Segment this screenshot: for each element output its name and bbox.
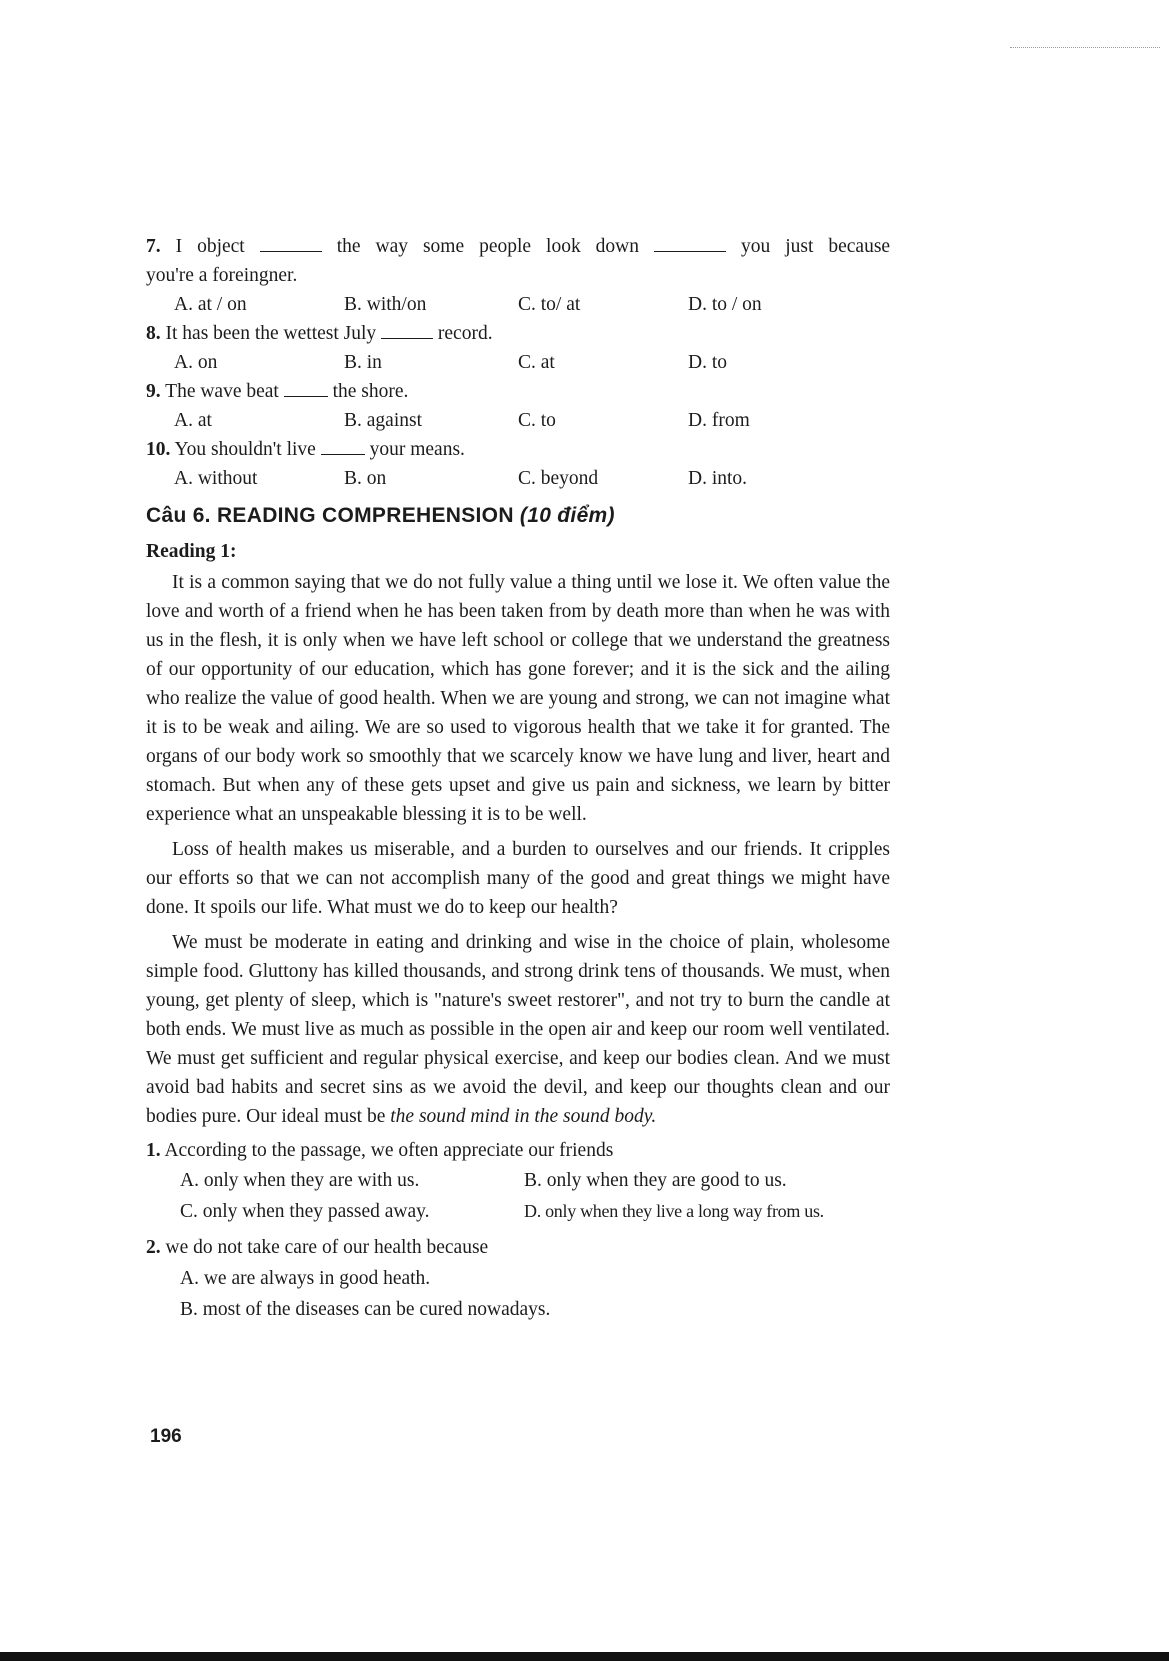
page-number: 196 — [150, 1426, 182, 1447]
question-8 — [146, 319, 890, 348]
option-c: C. beyond — [518, 468, 599, 489]
question-number: 10. — [146, 439, 171, 460]
answer-blank — [284, 382, 328, 397]
option-d: D. to — [688, 352, 727, 373]
options-row — [146, 290, 890, 319]
option-b: B. only when they are good to us. — [524, 1170, 787, 1191]
option-a: A. at — [174, 410, 212, 431]
option-b: B. against — [344, 410, 422, 431]
question-text: your means. — [369, 439, 465, 460]
bottom-edge-bar — [0, 1652, 1169, 1661]
question-text: the shore. — [332, 381, 409, 402]
comprehension-question-1 — [146, 1135, 890, 1166]
option-c: C. at — [518, 352, 555, 373]
answer-blank — [381, 324, 433, 339]
option-b: B. most of the diseases can be cured nowadays. — [180, 1299, 551, 1320]
question-10 — [146, 435, 890, 464]
option-a: A. at / on — [174, 294, 247, 315]
question-text: According to the passage, we often appreciate our friends — [164, 1140, 614, 1161]
question-9 — [146, 377, 890, 406]
question-number: 7. — [146, 236, 161, 257]
option-c: C. to — [518, 410, 556, 431]
options-row — [146, 348, 890, 377]
section-title: Câu 6. READING COMPREHENSION — [146, 504, 514, 527]
reading-paragraph: It is a common saying that we do not fully value a thing until we lose it. We often value the love and worth of a friend when he has been taken from by death more than when he was with us in the flesh, it is only when we have left school or college that we understand the greatness of our opportunity of our education, which has gone forever; and it is the sick and the ailing who realize the value of good health. When we are young and strong, we can not imagine what it is to be weak and ailing. We are so used to vigorous health that we take it for granted. The organs of our body work so smoothly that we scarcely know we have lung and liver, heart and stomach. But when any of these gets upset and give us pain and sickness, we learn by bitter experience what an unspeakable blessing it is to be well. — [146, 572, 890, 825]
section-points: (10 điểm) — [519, 504, 615, 527]
option-a: A. only when they are with us. — [180, 1170, 420, 1191]
options-row — [146, 1166, 890, 1197]
question-number: 8. — [146, 323, 161, 344]
option-a: A. we are always in good heath. — [180, 1268, 431, 1289]
option-b: B. in — [344, 352, 382, 373]
option-d: D. from — [688, 410, 750, 431]
answer-blank — [321, 440, 365, 455]
option-d: D. only when they live a long way from us. — [524, 1201, 824, 1221]
paragraph-text: We must be moderate in eating and drinking and wise in the choice of plain, wholesome simple food. Gluttony has killed thousands, and strong drink tens of thousands. We must, when young, get plenty of sleep, which is "nature's sweet restorer", and not try to burn the candle at both ends. We must live as much as possible in the open air and keep our room well ventilated. We must get sufficient and regular physical exercise, and keep our bodies clean. And we must avoid bad habits and secret sins as we avoid the devil, and keep our thoughts clean and our bodies pure. Our ideal must be — [146, 932, 890, 1127]
options-row — [146, 406, 890, 435]
question-7-continuation: you're a foreingner. — [146, 265, 298, 286]
question-number: 1. — [146, 1140, 161, 1161]
option-c: C. only when they passed away. — [180, 1201, 430, 1222]
emphasized-phrase: the sound mind in the sound body. — [390, 1106, 657, 1127]
page-content — [146, 232, 890, 1325]
option-b: B. on — [344, 468, 387, 489]
option-a: A. without — [174, 468, 258, 489]
reading-paragraph: Loss of health makes us miserable, and a burden to ourselves and our friends. It cripples our efforts so that we can not accomplish many of the good and great things we might have done. It spoils our life. What must we do to keep our health? — [146, 839, 890, 918]
options-row — [146, 1197, 890, 1228]
reading-label: Reading 1: — [146, 541, 237, 562]
question-text: you just because — [740, 236, 891, 257]
comprehension-question-2 — [146, 1232, 890, 1263]
question-text: You shouldn't live — [174, 439, 316, 460]
option-b: B. with/on — [344, 294, 427, 315]
question-text: the way some people look down — [336, 236, 640, 257]
question-text: record. — [437, 323, 493, 344]
options-row — [146, 464, 890, 493]
option-d: D. into. — [688, 468, 748, 489]
answer-blank — [654, 237, 726, 252]
question-text: The wave beat — [165, 381, 279, 402]
question-text: we do not take care of our health because — [165, 1237, 489, 1258]
question-text: I object — [175, 236, 245, 257]
question-text: It has been the wettest July — [165, 323, 377, 344]
reading-paragraph — [146, 928, 890, 1131]
option-a: A. on — [174, 352, 218, 373]
option-d: D. to / on — [688, 294, 762, 315]
question-7 — [146, 232, 890, 261]
question-number: 2. — [146, 1237, 161, 1258]
section-heading — [146, 501, 890, 531]
scan-specks — [1010, 47, 1160, 50]
option-c: C. to/ at — [518, 294, 581, 315]
answer-blank — [260, 237, 322, 252]
question-number: 9. — [146, 381, 161, 402]
